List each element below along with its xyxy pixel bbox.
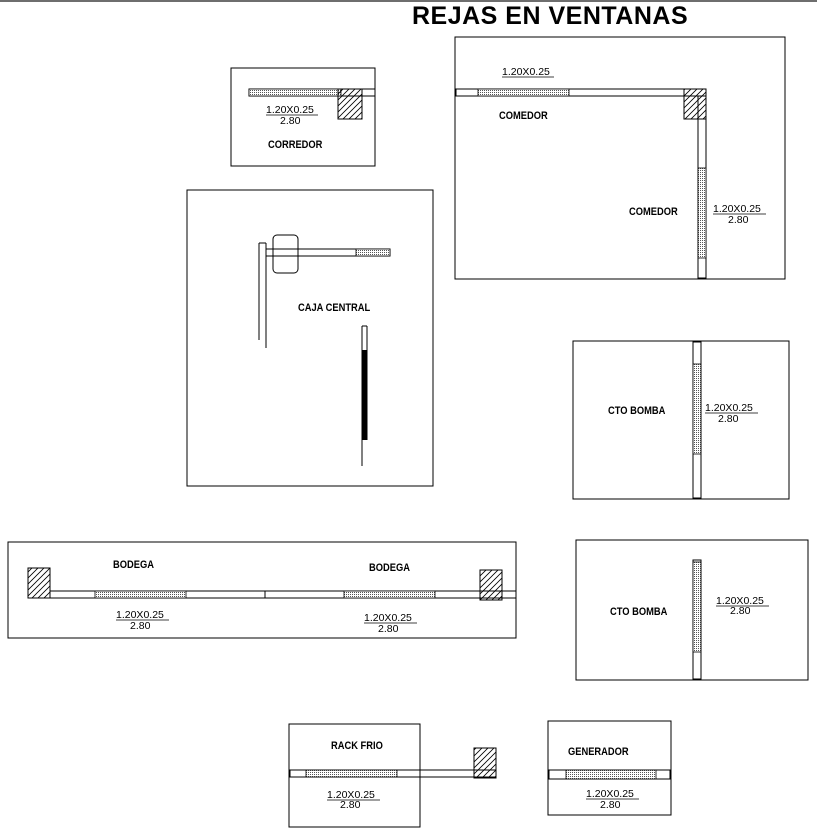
detail-cto-bomba-1 — [573, 341, 789, 499]
detail-caja-central — [187, 190, 433, 486]
height-comedor-right: 2.80 — [728, 214, 749, 226]
height-generador: 2.80 — [600, 799, 621, 811]
detail-comedor — [455, 37, 785, 279]
dim-bodega-right: 1.20X0.25 — [364, 612, 412, 624]
grille-cto-bomba-2 — [693, 562, 701, 652]
drawing-title: REJAS EN VENTANAS — [412, 2, 689, 30]
grille-bodega-left — [95, 591, 186, 598]
column-rack-frio — [474, 748, 496, 778]
frame-caja-central — [187, 190, 433, 486]
column-bodega-right — [480, 570, 502, 600]
detail-bodega — [8, 542, 516, 638]
column-caja-central — [273, 235, 298, 273]
dim-comedor-top: 1.20X0.25 — [502, 66, 550, 78]
grille-corredor — [249, 89, 341, 96]
frame-cto-bomba-1 — [573, 341, 789, 499]
label-comedor-right: COMEDOR — [629, 206, 678, 219]
label-bodega-left: BODEGA — [113, 559, 154, 572]
grille-comedor-horizontal — [478, 89, 569, 96]
height-corredor: 2.80 — [280, 115, 301, 127]
label-corredor: CORREDOR — [268, 139, 323, 152]
dim-comedor-right: 1.20X0.25 — [713, 203, 761, 215]
grille-caja-vertical — [362, 350, 367, 440]
dim-corredor: 1.20X0.25 — [266, 104, 314, 116]
label-cto-bomba-2: CTO BOMBA — [610, 606, 668, 619]
dim-bodega-left: 1.20X0.25 — [116, 609, 164, 621]
label-bodega-right: BODEGA — [369, 562, 410, 575]
label-cto-bomba-1: CTO BOMBA — [608, 405, 666, 418]
grille-rack-frio — [306, 770, 397, 777]
dim-rack-frio: 1.20X0.25 — [327, 789, 375, 801]
column-bodega-left — [28, 568, 50, 598]
grille-comedor-vertical — [698, 168, 706, 258]
dim-generador: 1.20X0.25 — [586, 788, 634, 800]
grille-generador — [566, 770, 656, 779]
height-bodega-left: 2.80 — [130, 620, 151, 632]
dim-cto-bomba-2: 1.20X0.25 — [716, 595, 764, 607]
detail-cto-bomba-2 — [576, 540, 808, 680]
label-generador: GENERADOR — [568, 746, 629, 759]
detail-rack-frio — [289, 724, 496, 827]
label-comedor-top: COMEDOR — [499, 110, 548, 123]
height-cto-bomba-2: 2.80 — [730, 605, 751, 617]
detail-corredor — [231, 68, 375, 166]
height-cto-bomba-1: 2.80 — [718, 413, 739, 425]
column-corredor — [338, 89, 362, 119]
column-comedor — [684, 89, 706, 119]
grille-bodega-right — [344, 591, 435, 598]
grille-cto-bomba-1 — [693, 364, 701, 454]
dim-cto-bomba-1: 1.20X0.25 — [705, 402, 753, 414]
label-caja-central: CAJA CENTRAL — [298, 302, 371, 315]
frame-bodega — [8, 542, 516, 638]
detail-generador — [548, 721, 671, 815]
label-rack-frio: RACK FRIO — [331, 740, 383, 753]
height-bodega-right: 2.80 — [378, 623, 399, 635]
height-rack-frio: 2.80 — [340, 799, 361, 811]
